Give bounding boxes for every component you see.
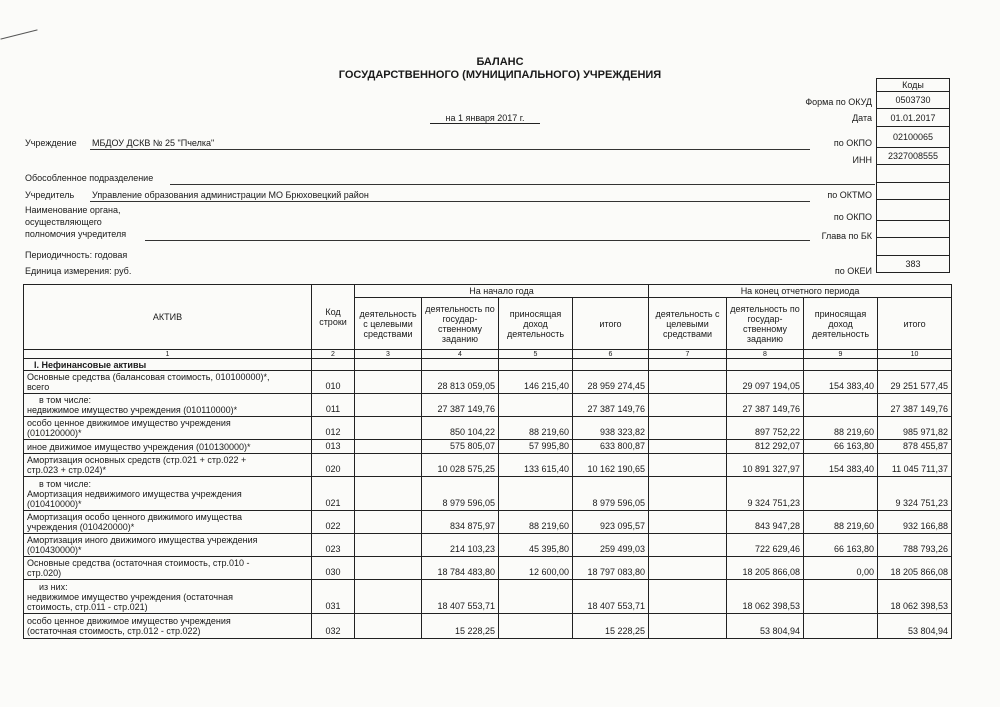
colnum: 7 <box>649 350 727 359</box>
founder-label: Учредитель <box>25 190 75 200</box>
row-value: 985 971,82 <box>878 417 952 440</box>
row-value: 154 383,40 <box>804 371 878 394</box>
row-code: 030 <box>312 557 355 580</box>
inn-code: 2327008555 <box>877 147 950 164</box>
row-value: 28 959 274,45 <box>573 371 649 394</box>
section-title: I. Нефинансовые активы <box>24 359 312 371</box>
row-name-line: недвижимое имущество учреждения (010110000)* <box>27 405 238 415</box>
row-value: 18 205 866,08 <box>727 557 804 580</box>
row-value: 788 793,26 <box>878 534 952 557</box>
row-value: 575 805,07 <box>422 440 499 454</box>
row-name <box>24 534 312 557</box>
row-name <box>24 477 312 511</box>
row-name-line: Амортизация иного движимого имущества учреждения <box>27 535 258 545</box>
row-name-line: особо ценное движимое имущество учреждения <box>27 418 231 428</box>
row-value: 18 205 866,08 <box>878 557 952 580</box>
row-value <box>649 394 727 417</box>
colnum: 3 <box>355 350 422 359</box>
row-name-line: в том числе: <box>39 395 91 405</box>
row-value <box>355 454 422 477</box>
okpo2-label: по ОКПО <box>833 212 872 222</box>
row-value: 932 166,88 <box>878 511 952 534</box>
table-row <box>24 440 952 454</box>
row-code: 031 <box>312 580 355 614</box>
row-value: 154 383,40 <box>804 454 878 477</box>
col-total-end: итого <box>878 298 952 350</box>
row-value: 133 615,40 <box>499 454 573 477</box>
row-value <box>499 614 573 639</box>
colnum: 5 <box>499 350 573 359</box>
row-value: 9 324 751,23 <box>878 477 952 511</box>
row-value: 923 095,57 <box>573 511 649 534</box>
row-name-line: особо ценное движимое имущество учреждения <box>27 616 231 626</box>
row-value: 45 395,80 <box>499 534 573 557</box>
row-value <box>355 534 422 557</box>
row-value <box>649 614 727 639</box>
column-numbers-row <box>24 350 952 359</box>
table-row <box>24 511 952 534</box>
row-value: 722 629,46 <box>727 534 804 557</box>
row-value: 88 219,60 <box>499 511 573 534</box>
row-name <box>24 417 312 440</box>
institution-label: Учреждение <box>25 138 77 148</box>
okud-code: 0503730 <box>877 92 950 109</box>
row-code: 011 <box>312 394 355 417</box>
date-code: 01.01.2017 <box>877 109 950 126</box>
col-start-period: На начало года <box>355 285 649 298</box>
row-value <box>355 394 422 417</box>
row-value: 18 062 398,53 <box>727 580 804 614</box>
col-end-period: На конец отчетного периода <box>649 285 952 298</box>
row-name-line: Основные средства (балансовая стоимость, 010100000)*, <box>27 372 270 382</box>
col-income-end: приносящая доход деятельность <box>804 298 878 350</box>
table-row <box>24 394 952 417</box>
row-value <box>649 440 727 454</box>
row-name-line: Амортизация основных средств (стр.021 + стр.022 + <box>27 455 247 465</box>
division-label: Обособленное подразделение <box>25 173 154 183</box>
okei-label: по ОКЕИ <box>834 266 872 276</box>
row-value: 27 387 149,76 <box>878 394 952 417</box>
row-value <box>649 454 727 477</box>
row-value: 29 251 577,45 <box>878 371 952 394</box>
row-value <box>649 534 727 557</box>
row-value: 9 324 751,23 <box>727 477 804 511</box>
founder-value: Управление образования администрации МО Брюховецкий район <box>92 190 369 200</box>
okud-label: Форма по ОКУД <box>805 97 872 107</box>
row-name-line: стр.023 + стр.024)* <box>27 465 107 475</box>
colnum: 9 <box>804 350 878 359</box>
row-value: 10 028 575,25 <box>422 454 499 477</box>
row-code: 013 <box>312 440 355 454</box>
section-row <box>24 359 952 371</box>
okei-code: 383 <box>877 255 950 272</box>
row-value: 259 499,03 <box>573 534 649 557</box>
col-target-funds: деятельность с целевыми средствами <box>355 298 422 350</box>
row-value: 214 103,23 <box>422 534 499 557</box>
founder-underline <box>90 201 810 202</box>
scan-mark <box>0 29 37 39</box>
row-value: 812 292,07 <box>727 440 804 454</box>
colnum: 2 <box>312 350 355 359</box>
table-row <box>24 417 952 440</box>
assets-table <box>23 284 952 639</box>
col-state-task: деятельность по государ-ственному заданию <box>422 298 499 350</box>
table-row <box>24 371 952 394</box>
row-value <box>649 511 727 534</box>
row-value <box>355 557 422 580</box>
row-value: 27 387 149,76 <box>727 394 804 417</box>
okpo-label: по ОКПО <box>833 138 872 148</box>
row-value: 29 097 194,05 <box>727 371 804 394</box>
row-value <box>804 394 878 417</box>
glava-label: Глава по БК <box>821 231 872 241</box>
empty-code <box>877 165 950 182</box>
row-value: 633 800,87 <box>573 440 649 454</box>
row-code: 023 <box>312 534 355 557</box>
row-value <box>355 477 422 511</box>
row-value <box>804 477 878 511</box>
row-value: 146 215,40 <box>499 371 573 394</box>
oktmo-code <box>877 182 950 199</box>
row-value: 938 323,82 <box>573 417 649 440</box>
row-value: 28 813 059,05 <box>422 371 499 394</box>
date-label: Дата <box>852 113 872 123</box>
table-row <box>24 580 952 614</box>
row-value <box>355 417 422 440</box>
row-value: 18 062 398,53 <box>878 580 952 614</box>
row-value: 843 947,28 <box>727 511 804 534</box>
unit-of-measure: Единица измерения: руб. <box>25 266 132 276</box>
row-value <box>499 394 573 417</box>
row-value: 88 219,60 <box>804 511 878 534</box>
doc-title: БАЛАНС <box>476 56 524 68</box>
institution-underline <box>90 149 810 150</box>
row-value: 53 804,94 <box>727 614 804 639</box>
division-underline <box>170 184 875 185</box>
authority-label-1: Наименование органа, <box>25 205 121 215</box>
row-name-line: Амортизация недвижимого имущества учреждения <box>27 488 242 499</box>
col-state-task-end: деятельность по государ-ственному заданию <box>727 298 804 350</box>
row-name-line: недвижимое имущество учреждения (остаточная <box>27 591 233 602</box>
row-value <box>499 477 573 511</box>
row-value: 15 228,25 <box>422 614 499 639</box>
row-code: 012 <box>312 417 355 440</box>
row-name <box>24 454 312 477</box>
table-row <box>24 614 952 639</box>
row-value <box>355 580 422 614</box>
periodicity: Периодичность: годовая <box>25 250 128 260</box>
row-value <box>649 557 727 580</box>
row-value <box>804 580 878 614</box>
row-name-line: Основные средства (остаточная стоимость, стр.010 - <box>27 558 250 568</box>
row-value <box>355 614 422 639</box>
oktmo-label: по ОКТМО <box>827 190 872 200</box>
row-value <box>499 580 573 614</box>
row-name-line: учреждения (010420000)* <box>27 522 135 532</box>
row-name-line: (010430000)* <box>27 545 82 555</box>
row-value: 66 163,80 <box>804 440 878 454</box>
row-value: 850 104,22 <box>422 417 499 440</box>
colnum: 8 <box>727 350 804 359</box>
row-value <box>649 417 727 440</box>
col-total: итого <box>573 298 649 350</box>
row-name-line: всего <box>27 382 50 392</box>
row-name-line: (010120000)* <box>27 428 82 438</box>
empty-code-2 <box>877 238 950 255</box>
row-value: 12 600,00 <box>499 557 573 580</box>
row-value <box>649 580 727 614</box>
table-row <box>24 477 952 511</box>
row-value <box>804 614 878 639</box>
row-value: 27 387 149,76 <box>573 394 649 417</box>
doc-subtitle: ГОСУДАРСТВЕННОГО (МУНИЦИПАЛЬНОГО) УЧРЕЖДЕНИЯ <box>338 69 662 81</box>
row-value: 11 045 711,37 <box>878 454 952 477</box>
table-row <box>24 557 952 580</box>
row-name <box>24 394 312 417</box>
codes-box <box>876 78 950 273</box>
row-value: 10 162 190,65 <box>573 454 649 477</box>
row-code: 020 <box>312 454 355 477</box>
institution-value: МБДОУ ДСКВ № 25 "Пчелка" <box>92 138 215 148</box>
report-date: на 1 января 2017 г. <box>430 113 540 124</box>
row-name-line: иное движимое имущество учреждения (010130000)* <box>27 441 251 452</box>
row-value: 878 455,87 <box>878 440 952 454</box>
row-name-line: (остаточная стоимость, стр.012 - стр.022) <box>27 626 201 636</box>
row-value: 18 407 553,71 <box>573 580 649 614</box>
colnum: 10 <box>878 350 952 359</box>
row-code: 022 <box>312 511 355 534</box>
row-value <box>649 477 727 511</box>
row-value: 18 784 483,80 <box>422 557 499 580</box>
row-value <box>355 511 422 534</box>
row-value: 57 995,80 <box>499 440 573 454</box>
row-value: 897 752,22 <box>727 417 804 440</box>
col-code: Код строки <box>312 285 355 350</box>
row-value <box>355 440 422 454</box>
row-name <box>24 557 312 580</box>
row-name-line: в том числе: <box>39 478 91 489</box>
row-name <box>24 440 312 454</box>
row-code: 010 <box>312 371 355 394</box>
row-name-line: (010410000)* <box>27 498 82 509</box>
inn-label: ИНН <box>852 155 872 165</box>
okpo2-code <box>877 199 950 220</box>
authority-underline <box>145 240 810 241</box>
row-value: 27 387 149,76 <box>422 394 499 417</box>
authority-label-2: осуществляющего <box>25 217 102 227</box>
row-value: 834 875,97 <box>422 511 499 534</box>
row-value: 8 979 596,05 <box>573 477 649 511</box>
codes-header: Коды <box>877 79 950 92</box>
col-income: приносящая доход деятельность <box>499 298 573 350</box>
authority-label-3: полномочия учредителя <box>25 229 127 239</box>
table-row <box>24 534 952 557</box>
row-name-line: стоимость, стр.011 - стр.021) <box>27 601 148 612</box>
colnum: 1 <box>24 350 312 359</box>
col-target-funds-end: деятельность с целевыми средствами <box>649 298 727 350</box>
col-aktiv: АКТИВ <box>24 285 312 350</box>
row-value: 88 219,60 <box>499 417 573 440</box>
row-value: 15 228,25 <box>573 614 649 639</box>
row-name <box>24 371 312 394</box>
row-value: 18 797 083,80 <box>573 557 649 580</box>
table-row <box>24 454 952 477</box>
row-name-line: из них: <box>39 581 68 592</box>
glava-code <box>877 220 950 237</box>
row-code: 032 <box>312 614 355 639</box>
row-value: 88 219,60 <box>804 417 878 440</box>
row-name-line: Амортизация особо ценного движимого имущества <box>27 512 243 522</box>
row-value: 53 804,94 <box>878 614 952 639</box>
row-value: 18 407 553,71 <box>422 580 499 614</box>
row-value: 10 891 327,97 <box>727 454 804 477</box>
row-name <box>24 614 312 639</box>
row-value: 8 979 596,05 <box>422 477 499 511</box>
row-value: 66 163,80 <box>804 534 878 557</box>
colnum: 6 <box>573 350 649 359</box>
row-value <box>649 371 727 394</box>
okpo-code: 02100065 <box>877 126 950 147</box>
colnum: 4 <box>422 350 499 359</box>
row-name <box>24 511 312 534</box>
row-value <box>355 371 422 394</box>
row-code: 021 <box>312 477 355 511</box>
row-name <box>24 580 312 614</box>
row-value: 0,00 <box>804 557 878 580</box>
row-name-line: стр.020) <box>27 568 62 578</box>
